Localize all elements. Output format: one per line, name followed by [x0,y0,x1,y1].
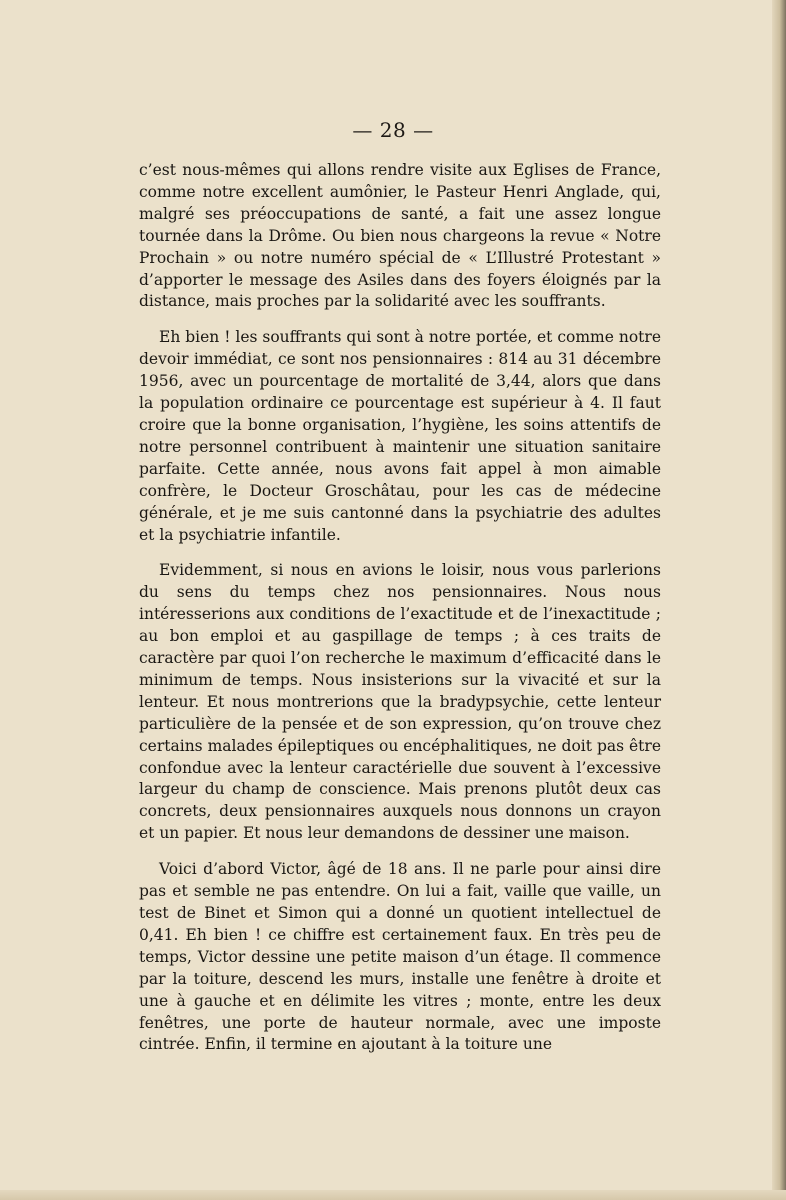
page-edge-shadow [772,0,786,1200]
paragraph-3: Evidemment, si nous en avions le loisir, nous vous parlerions du sens du temps chez nos pensionnaires. Nous nous intéresserions aux conditions de l’exactitude et de l’inexactitude ; au bon emploi et au gaspillage de temps ; à ces traits de caractère par quoi l’on recherche le maximum d’efficacité dans le minimum de temps. Nous insisterions sur la vivacité et sur la lenteur. Et nous montrerions que la bradypsychie, cette lenteur particulière de la pensée et de son expression, qu’on trouve chez certains malades épileptiques ou encéphalitiques, ne doit pas être confondue avec la lenteur caractérielle due souvent à l’excessive largeur du champ de conscience. Mais prenons plutôt deux cas concrets, deux pensionnaires auxquels nous donnons un crayon et un papier. Et nous leur demandons de dessiner une maison. [139,561,661,843]
page-bottom-edge [0,1190,786,1200]
paragraph-1: c’est nous-mêmes qui allons rendre visite aux Eglises de France, comme notre excellent aumônier, le Pasteur Henri Anglade, qui, malgré ses préoccupations de santé, a fait une assez longue tournée dans la Drôme. Ou bien nous chargeons la revue « Notre Prochain » ou notre numéro spécial de « L’Illustré Protestant » d’apporter le message des Asiles dans des foyers éloignés par la distance, mais proches par la solidarité avec les souffrants. [139,161,661,311]
paragraph-4: Voici d’abord Victor, âgé de 18 ans. Il ne parle pour ainsi dire pas et semble ne pas entendre. On lui a fait, vaille que vaille, un test de Binet et Simon qui a donné un quotient intellectuel de 0,41. Eh bien ! ce chiffre est certainement faux. En très peu de temps, Victor dessine une petite maison d’un étage. Il commence par la toiture, descend les murs, installe une fenêtre à droite et une à gauche et en délimite les vitres ; monte, entre les deux fenêtres, une porte de hauteur normale, avec une imposte cintrée. Enfin, il termine en ajoutant à la toiture une [139,860,661,1054]
page-number: — 28 — [352,118,434,142]
body-text [139,160,661,1070]
paragraph-2: Eh bien ! les souffrants qui sont à notre portée, et comme notre devoir immédiat, ce sont nos pensionnaires : 814 au 31 décembre 1956, avec un pourcentage de mortalité de 3,44, alors que dans la population ordinaire ce pourcentage est supérieur à 4. Il faut croire que la bonne organisation, l’hygiène, les soins attentifs de notre personnel contribuent à maintenir une situation sanitaire parfaite. Cette année, nous avons fait appel à mon aimable confrère, le Docteur Groschâtau, pour les cas de médecine générale, et je me suis cantonné dans la psychiatrie des adultes et la psychiatrie infantile. [139,328,661,544]
